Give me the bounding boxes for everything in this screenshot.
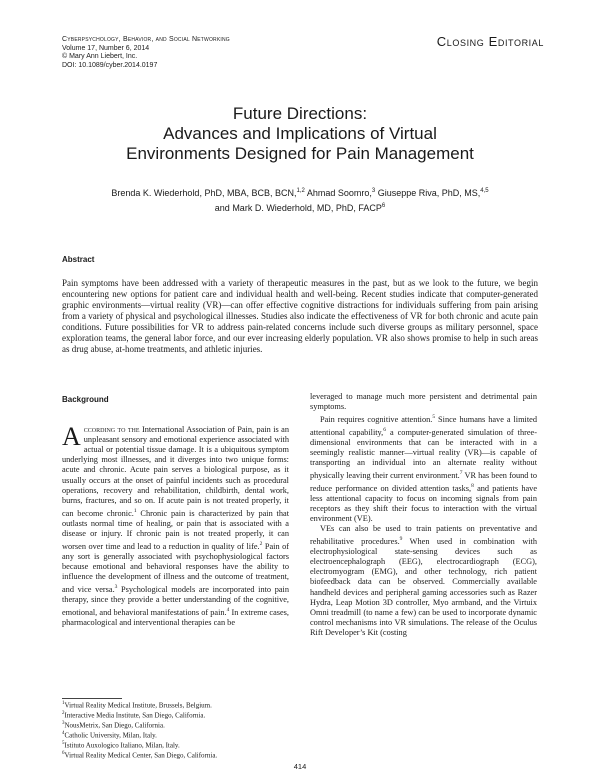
footnote-number: 1 xyxy=(62,701,65,706)
author-3-affil: 4,5 xyxy=(480,188,489,194)
citation: 3 xyxy=(114,584,118,591)
journal-name: Cyberpsychology, Behavior, and Social Networking xyxy=(62,36,230,43)
footnote-text: Virtual Reality Medical Center, San Diego, California. xyxy=(64,750,218,759)
journal-volume: Volume 17, Number 6, 2014 xyxy=(62,44,150,52)
footnote xyxy=(62,710,217,720)
footnote xyxy=(62,720,217,730)
para1-part-c: Pain of any sort is generally associated with psychophysiological factors because emotional and behavioral responses have the ability to influence the development of illness and the outcome of treatment, and vice versa. xyxy=(62,541,289,594)
para2-part-a: Pain requires cognitive attention. xyxy=(320,414,433,424)
author-3: Giuseppe Riva, PhD, MS, xyxy=(375,188,481,198)
citation: 6 xyxy=(383,427,386,434)
background-heading: Background xyxy=(62,395,109,404)
footnote-rule xyxy=(62,698,122,699)
background-paragraph-1 xyxy=(62,422,289,628)
footnote-text: Virtual Reality Medical Institute, Brussels, Belgium. xyxy=(64,701,212,710)
title-line-2: Advances and Implications of Virtual xyxy=(163,124,437,143)
footnote-number: 6 xyxy=(62,750,65,756)
author-list xyxy=(80,185,520,215)
citation: 4 xyxy=(226,606,230,613)
section-label: Closing Editorial xyxy=(436,34,544,49)
footnote-text: Interactive Media Institute, San Diego, California. xyxy=(64,711,206,720)
footnote-number: 4 xyxy=(62,730,65,736)
para3-part-b: When used in combination with electrophysiological state-sensing devices such as electroencephalograph (EEG), electrocardiograph (ECG), electromyogram (EMG), and other technology, rich patient biofeedback data can be observed. Commercially available handheld devices and peripheral gaming accessories such as Razer Hydra, Leap Motion 3D controller, Myo armband, and the Virtuix Omni treadmill (to name a few) can be used to incorporate dynamic control mechanisms into VR simulations. The release of the Oculus Rift Developer’s Kit (costing xyxy=(310,537,537,637)
footnote xyxy=(62,700,217,710)
citation: 2 xyxy=(259,540,263,547)
para3-part-a: VEs can also be used to train patients on preventative and rehabilitative procedures. xyxy=(310,524,537,547)
footnotes xyxy=(62,700,217,760)
right-paragraph-2 xyxy=(310,412,537,524)
citation: 7 xyxy=(459,470,463,477)
left-column xyxy=(62,390,289,628)
right-paragraph-1: leveraged to manage much more persistent and detrimental pain symptoms. xyxy=(310,392,537,412)
article-title xyxy=(0,104,600,164)
author-4-affil: 6 xyxy=(381,203,386,209)
author-2-affil: 3 xyxy=(371,188,376,194)
journal-info xyxy=(62,36,230,70)
abstract-heading: Abstract xyxy=(62,255,95,264)
para2-part-c: a computer-generated simulation of three-dimensional environments that can be interacted with in a seemingly realistic manner—virtual reality (VR)—is capable of transporting an individual into an alternate reality without physically leaving their current environment. xyxy=(310,427,538,480)
page-number: 414 xyxy=(293,762,307,771)
footnote xyxy=(62,740,217,750)
right-column xyxy=(310,392,537,638)
abstract-text: Pain symptoms have been addressed with a variety of therapeutic measures in the past, but as we look to the future, we begin encountering new options for patient care and individual health and well-being. Recent studies indicate that computer-generated graphic environments—virtual reality (VR)—can offer effective cognitive distractions for individuals suffering from pain arising from a variety of physical and psychological illnesses. Studies also indicate the effectiveness of VR for both chronic and acute pain conditions. Future possibilities for VR to address pain-related concerns include such diverse groups as military personnel, space exploration teams, the general labor force, and our ever increasing elderly population. VR also shows promise to help in such areas as drug abuse, at-home treatments, and athletic injuries. xyxy=(62,278,538,354)
author-1: Brenda K. Wiederhold, PhD, MBA, BCB, BCN, xyxy=(111,188,297,198)
footnote-number: 2 xyxy=(62,710,65,716)
para1-part-d: Psychological models are incorporated into pain therapy, since they provide a better understanding of the cognitive, emotional, and behavioral manifestations of pain. xyxy=(62,584,289,617)
lead-in: ccording to the xyxy=(83,425,140,435)
journal-copyright: © Mary Ann Liebert, Inc. xyxy=(62,53,138,61)
title-line-1: Future Directions: xyxy=(232,104,368,123)
citation: 8 xyxy=(471,483,474,490)
title-line-3: Environments Designed for Pain Management xyxy=(126,144,474,163)
right-paragraph-3 xyxy=(310,524,537,638)
journal-doi: DOI: 10.1089/cyber.2014.0197 xyxy=(62,61,158,69)
author-4: and Mark D. Wiederhold, MD, PhD, FACP xyxy=(214,203,382,213)
footnote-text: Catholic University, Milan, Italy. xyxy=(64,731,157,740)
para1-part-b: Chronic pain is characterized by pain that outlasts normal time of healing, or pain that is associated with a disease or injury. If chronic pain is not treated properly, it can worsen over time and lead to a reduction in quality of life. xyxy=(62,508,289,551)
para2-part-d: VR has been found to reduce performance on divided attention tasks, xyxy=(310,470,538,493)
para2-part-b: Since humans have a limited attentional capability, xyxy=(310,414,537,437)
para1-part-e: In extreme cases, pharmacological and interventional therapies can be xyxy=(62,607,289,627)
citation: 9 xyxy=(399,536,403,543)
footnote-number: 3 xyxy=(62,720,65,726)
author-2: Ahmad Soomro, xyxy=(304,188,372,198)
citation: 1 xyxy=(133,507,137,514)
drop-cap: A xyxy=(62,422,81,452)
footnote-text: Istituto Auxologico Italiano, Milan, Italy. xyxy=(64,741,180,750)
para2-part-e: and patients have less attentional capacity to focus on incoming signals from pain receptors as they shift their focus to interaction with the virtual environment (VE). xyxy=(310,483,538,524)
footnote-number: 5 xyxy=(62,740,65,746)
citation: 5 xyxy=(432,414,436,421)
para1-part-a: International Association of Pain, pain is an unpleasant sensory and emotional experience associated with actual or potential tissue damage. It is a ubiquitous symptom underlying most illnesses, and it diverges into two unique forms: acute and chronic. Acute pain serves a biological purpose, as it usually occurs at the onset of painful incidents such as procedural operations, recovery and rehabilitation, childbirth, dental work, burns, fractures, and so on. If acute pain is not treated properly, it can become chronic. xyxy=(62,425,289,518)
author-1-affil: 1,2 xyxy=(296,188,305,194)
footnote xyxy=(62,750,217,760)
footnote xyxy=(62,730,217,740)
footnote-text: NousMetrix, San Diego, California. xyxy=(64,721,165,730)
